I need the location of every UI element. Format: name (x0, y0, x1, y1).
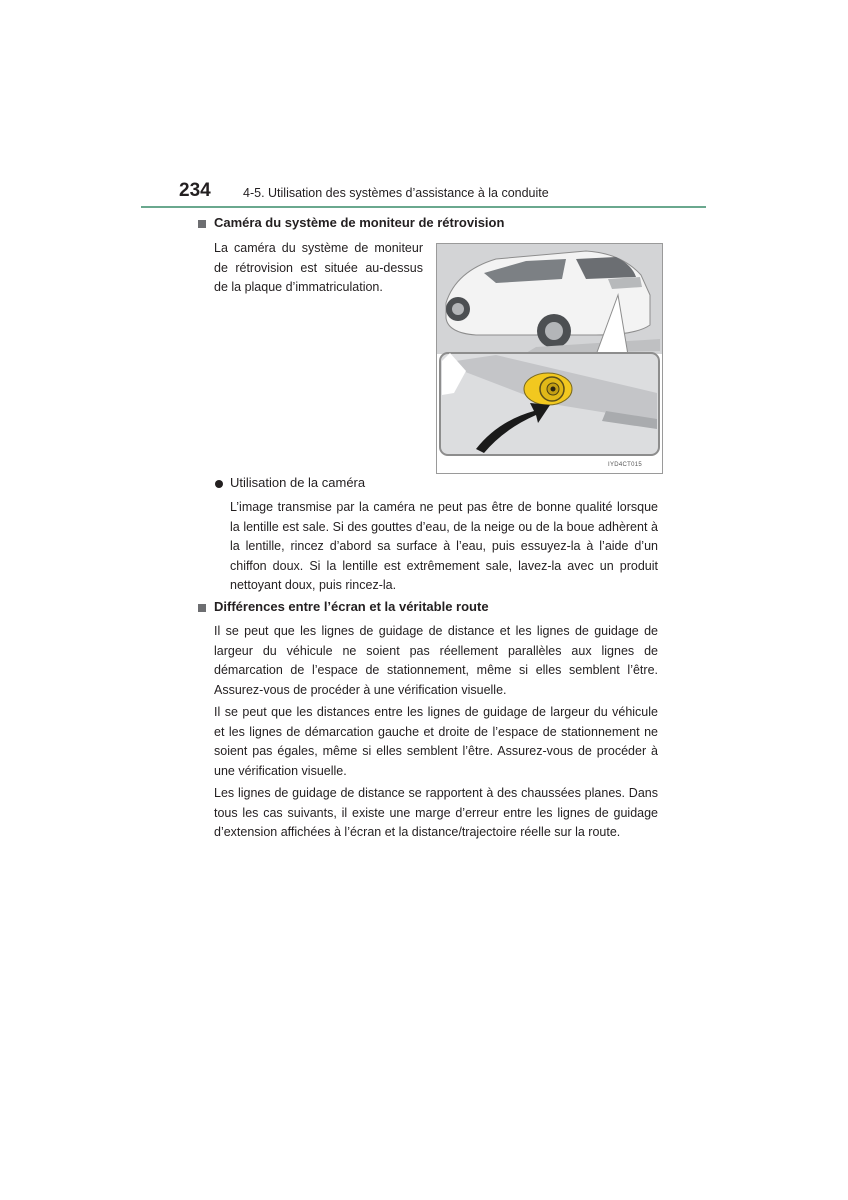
bullet-dot-icon (215, 480, 223, 488)
differences-paragraph-3: Les lignes de guidage de distance se rapportent à des chaussées planes. Dans tous les cas suivants, il existe une marge d’erreur entre les lignes de guidage d’extension affichées à l’écran et la distance/trajectoire réelle sur la route. (214, 786, 658, 840)
page-number: 234 (179, 180, 211, 201)
section-heading-differences: Différences entre l’écran et la véritable route (214, 599, 489, 614)
differences-paragraph-2: Il se peut que les distances entre les lignes de guidage de largeur du véhicule et les lignes de démarcation gauche et droite de l’espace de stationnement ne soient pas égales, même si elles semblent l’être. Assurez-vous de procéder à une vérification visuelle. (214, 705, 658, 778)
camera-location-illustration (436, 243, 663, 474)
figure-code: IYD4CT015 (608, 462, 643, 468)
bullet-text: L’image transmise par la caméra ne peut pas être de bonne qualité lorsque la lentille est sale. Si des gouttes d’eau, de la neige ou de la boue adhèrent à la lentille, rincez d’abord sa surface à l’eau, puis essuyez-la à l’aide d’un chiffon doux. Si la lentille est extrêmement sale, lavez-la avec un produit nettoyant doux, puis rincez-la. (230, 500, 658, 593)
car-rear-camera-drawing (436, 243, 663, 474)
bullet-title: Utilisation de la caméra (230, 475, 366, 490)
section-square-icon (198, 604, 206, 612)
chapter-title: 4-5. Utilisation des systèmes d’assistance à la conduite (243, 186, 549, 200)
camera-location-text: La caméra du système de moniteur de rétrovision est située au-dessus de la plaque d’immatriculation. (214, 241, 423, 295)
header-rule (141, 206, 706, 208)
section-square-icon (198, 220, 206, 228)
section-heading-camera: Caméra du système de moniteur de rétrovision (214, 215, 505, 230)
differences-paragraph-1: Il se peut que les lignes de guidage de distance et les lignes de guidage de largeur du véhicule ne soient pas réellement parallèles aux lignes de démarcation de l’espace de stationnement, même si elles semblent l’être. Assurez-vous de procéder à une vérification visuelle. (214, 624, 658, 697)
